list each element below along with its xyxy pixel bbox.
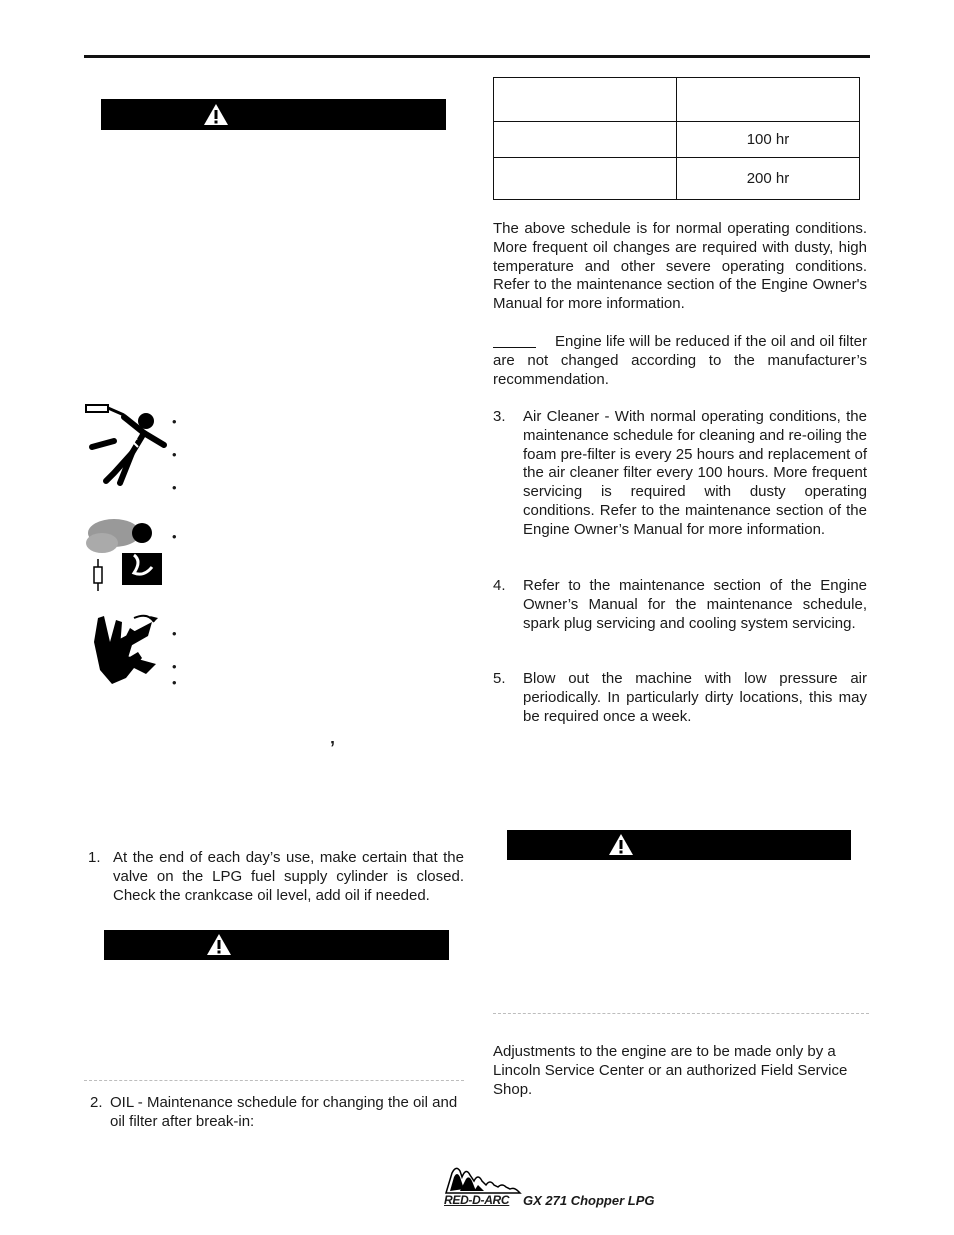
- bullet: •: [172, 529, 177, 544]
- table-cell: 200 hr: [677, 158, 860, 200]
- section-divider: [84, 1080, 464, 1081]
- adjustments-note: Adjustments to the engine are to be made only by a Lincoln Service Center or an authorized Field Service Shop.: [493, 1043, 848, 1098]
- table-cell: 100 hr: [677, 122, 860, 158]
- fumes-icon: [84, 515, 166, 593]
- warning-triangle-icon: [206, 933, 232, 956]
- section-divider: [493, 1013, 869, 1014]
- bullet: •: [172, 626, 177, 641]
- maintenance-item-4: Refer to the maintenance section of the Engine Owner’s Manual for the maintenance schedule, spark plug servicing and cooling system servicing.: [523, 577, 867, 632]
- table-cell: [494, 158, 677, 200]
- bullet: •: [172, 659, 177, 674]
- warning-triangle-icon: [608, 833, 634, 856]
- table-cell: [494, 122, 677, 158]
- bullet: •: [172, 480, 177, 495]
- warning-banner: [101, 99, 446, 130]
- table-cell: [677, 78, 860, 122]
- moving-parts-icon: [90, 612, 162, 688]
- item-number: 2.: [90, 1094, 103, 1111]
- table-row: [494, 158, 860, 200]
- oil-change-schedule-table: [493, 77, 860, 200]
- bullet: •: [172, 414, 177, 429]
- electric-shock-icon: [84, 403, 170, 487]
- warning-banner: [104, 930, 449, 960]
- item-number: 4.: [493, 577, 506, 594]
- item-number: 1.: [88, 849, 101, 866]
- brand-name: RED-D-ARC: [444, 1193, 510, 1207]
- item-number: 3.: [493, 408, 506, 425]
- maintenance-item-1: At the end of each day’s use, make certain that the valve on the LPG fuel supply cylinder is closed. Check the crankcase oil level, add oil if needed.: [113, 849, 464, 904]
- table-row: [494, 122, 860, 158]
- stray-mark: ’: [330, 738, 336, 758]
- table-row: [494, 78, 860, 122]
- maintenance-item-5: Blow out the machine with low pressure air periodically. In particularly dirty locations, this may be required once a week.: [523, 670, 867, 725]
- header-rule: [84, 55, 870, 58]
- maintenance-item-3: Air Cleaner - With normal operating conditions, the maintenance schedule for cleaning and re-oiling the foam pre-filter is every 25 hours and replacement of the air cleaner filter every 100 hours. More frequent servicing is required with dusty operating conditions. Refer to the maintenance section of the Engine Owner’s Manual for more information.: [523, 408, 867, 538]
- item-number: 5.: [493, 670, 506, 687]
- maintenance-item-2: [110, 1094, 464, 1132]
- bullet: •: [172, 447, 177, 462]
- bullet: •: [172, 675, 177, 690]
- red-d-arc-logo: [444, 1163, 522, 1195]
- warning-triangle-icon: [203, 103, 229, 126]
- schedule-note: The above schedule is for normal operating conditions. More frequent oil changes are required with dusty, high temperature and other severe operating conditions. Refer to the maintenance section of the Engine Owner's Manual for more information.: [493, 220, 867, 313]
- engine-life-note: [493, 333, 867, 389]
- item-2-text: OIL - Maintenance schedule for changing the oil and oil filter after break-in:: [110, 1094, 458, 1130]
- warning-banner: [507, 830, 851, 860]
- engine-life-note-text: Engine life will be reduced if the oil and oil filter are not changed according to the manufacturer’s recommendation.: [493, 333, 867, 388]
- model-name: GX 271 Chopper LPG: [523, 1193, 655, 1208]
- table-cell: [494, 78, 677, 122]
